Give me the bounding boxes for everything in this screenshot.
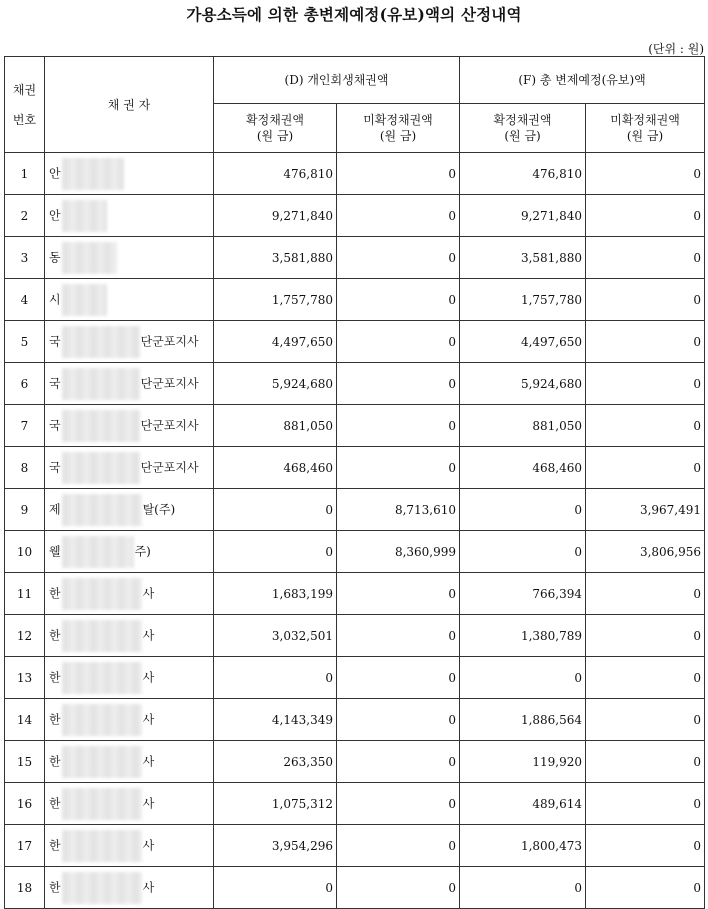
table-row xyxy=(5,153,705,195)
creditor-name xyxy=(45,489,214,531)
redaction-mosaic xyxy=(62,578,142,610)
creditor-name xyxy=(45,825,214,867)
creditor-name-prefix: 한 xyxy=(49,880,61,894)
creditor-name-suffix: 사 xyxy=(142,586,155,600)
redaction-mosaic xyxy=(62,200,107,232)
creditor-name xyxy=(45,447,214,489)
f-unconfirmed-amount: 0 xyxy=(586,321,705,363)
d-unconfirmed-amount: 0 xyxy=(337,615,460,657)
d-unconfirmed-amount: 0 xyxy=(337,657,460,699)
creditor-name xyxy=(45,615,214,657)
f-confirmed-amount: 9,271,840 xyxy=(460,195,586,237)
creditor-name-prefix: 국 xyxy=(49,460,61,474)
creditor-name-suffix: 단군포지사 xyxy=(140,376,199,390)
table-row xyxy=(5,237,705,279)
f-confirmed-amount: 468,460 xyxy=(460,447,586,489)
d-confirmed-amount: 468,460 xyxy=(214,447,337,489)
f-confirmed-amount: 489,614 xyxy=(460,783,586,825)
creditor-name-suffix: 단군포지사 xyxy=(140,460,199,474)
creditor-no: 10 xyxy=(5,531,45,573)
f-confirmed-amount: 1,800,473 xyxy=(460,825,586,867)
redaction-mosaic xyxy=(62,872,142,904)
creditor-name-suffix: 탈(주) xyxy=(142,502,176,516)
f-confirmed-amount: 476,810 xyxy=(460,153,586,195)
redaction-mosaic xyxy=(62,788,142,820)
f-confirmed-amount: 119,920 xyxy=(460,741,586,783)
creditor-name xyxy=(45,279,214,321)
f-unconfirmed-amount: 0 xyxy=(586,699,705,741)
f-unconfirmed-amount: 0 xyxy=(586,279,705,321)
f-unconfirmed-amount: 0 xyxy=(586,657,705,699)
f-unconfirmed-amount: 0 xyxy=(586,783,705,825)
table-row xyxy=(5,195,705,237)
d-confirmed-amount: 1,075,312 xyxy=(214,783,337,825)
f-confirmed-amount: 881,050 xyxy=(460,405,586,447)
creditor-name-prefix: 웰 xyxy=(49,544,61,558)
creditor-name-prefix: 제 xyxy=(49,502,61,516)
d-unconfirmed-amount: 8,713,610 xyxy=(337,489,460,531)
redaction-mosaic xyxy=(62,704,142,736)
f-confirmed-amount: 0 xyxy=(460,657,586,699)
redaction-mosaic xyxy=(62,746,142,778)
f-confirmed-amount: 1,757,780 xyxy=(460,279,586,321)
d-confirmed-amount: 3,954,296 xyxy=(214,825,337,867)
f-unconfirmed-amount: 0 xyxy=(586,195,705,237)
redaction-mosaic xyxy=(62,410,140,442)
table-row xyxy=(5,279,705,321)
f-unconfirmed-amount: 0 xyxy=(586,573,705,615)
creditor-name-suffix: 사 xyxy=(142,670,155,684)
redaction-mosaic xyxy=(62,284,107,316)
d-unconfirmed-amount: 0 xyxy=(337,237,460,279)
creditor-no: 14 xyxy=(5,699,45,741)
f-unconfirmed-amount: 0 xyxy=(586,237,705,279)
f-confirmed-amount: 3,581,880 xyxy=(460,237,586,279)
table-row xyxy=(5,699,705,741)
d-unconfirmed-amount: 0 xyxy=(337,783,460,825)
creditor-no: 7 xyxy=(5,405,45,447)
redaction-mosaic xyxy=(62,242,117,274)
creditor-no: 18 xyxy=(5,867,45,909)
d-confirmed-amount: 5,924,680 xyxy=(214,363,337,405)
creditor-no: 9 xyxy=(5,489,45,531)
f-unconfirmed-amount: 0 xyxy=(586,447,705,489)
creditor-name xyxy=(45,531,214,573)
f-unconfirmed-amount: 0 xyxy=(586,867,705,909)
f-unconfirmed-amount: 0 xyxy=(586,615,705,657)
creditor-name xyxy=(45,195,214,237)
d-confirmed-amount: 4,143,349 xyxy=(214,699,337,741)
f-unconfirmed-amount: 3,806,956 xyxy=(586,531,705,573)
creditor-no: 2 xyxy=(5,195,45,237)
creditor-name xyxy=(45,153,214,195)
f-confirmed-amount: 1,886,564 xyxy=(460,699,586,741)
creditor-name-prefix: 국 xyxy=(49,334,61,348)
creditor-name-suffix: 사 xyxy=(142,754,155,768)
table-row xyxy=(5,657,705,699)
redaction-mosaic xyxy=(62,452,140,484)
d-unconfirmed-amount: 0 xyxy=(337,195,460,237)
creditor-name-prefix: 한 xyxy=(49,628,61,642)
f-unconfirmed-amount: 3,967,491 xyxy=(586,489,705,531)
creditor-name-prefix: 국 xyxy=(49,376,61,390)
d-confirmed-amount: 3,581,880 xyxy=(214,237,337,279)
table-row xyxy=(5,489,705,531)
creditor-name-prefix: 한 xyxy=(49,586,61,600)
creditor-name-prefix: 국 xyxy=(49,418,61,432)
d-unconfirmed-amount: 0 xyxy=(337,321,460,363)
d-confirmed-amount: 0 xyxy=(214,489,337,531)
d-confirmed-amount: 4,497,650 xyxy=(214,321,337,363)
creditor-name-prefix: 한 xyxy=(49,796,61,810)
creditor-name xyxy=(45,741,214,783)
creditor-no: 17 xyxy=(5,825,45,867)
creditor-name xyxy=(45,363,214,405)
f-confirmed-amount: 0 xyxy=(460,867,586,909)
d-confirmed-amount: 1,757,780 xyxy=(214,279,337,321)
d-unconfirmed-amount: 0 xyxy=(337,279,460,321)
f-unconfirmed-amount: 0 xyxy=(586,741,705,783)
d-unconfirmed-amount: 0 xyxy=(337,153,460,195)
f-confirmed-amount: 5,924,680 xyxy=(460,363,586,405)
creditor-name-prefix: 동 xyxy=(49,250,61,264)
f-confirmed-amount: 0 xyxy=(460,531,586,573)
d-confirmed-amount: 476,810 xyxy=(214,153,337,195)
table-row xyxy=(5,405,705,447)
table-row xyxy=(5,741,705,783)
creditor-name xyxy=(45,783,214,825)
creditor-name-suffix: 주) xyxy=(134,544,151,558)
d-confirmed-amount: 3,032,501 xyxy=(214,615,337,657)
creditor-no: 4 xyxy=(5,279,45,321)
d-unconfirmed-amount: 8,360,999 xyxy=(337,531,460,573)
creditor-name-suffix: 사 xyxy=(142,838,155,852)
redaction-mosaic xyxy=(62,620,142,652)
d-confirmed-amount: 0 xyxy=(214,657,337,699)
f-unconfirmed-amount: 0 xyxy=(586,153,705,195)
creditor-name-suffix: 사 xyxy=(142,880,155,894)
creditor-no: 16 xyxy=(5,783,45,825)
creditor-name-prefix: 한 xyxy=(49,754,61,768)
d-confirmed-amount: 1,683,199 xyxy=(214,573,337,615)
creditor-name xyxy=(45,699,214,741)
d-unconfirmed-amount: 0 xyxy=(337,363,460,405)
header-group-f: (F) 총 변제예정(유보)액 xyxy=(460,57,705,104)
creditor-name-suffix: 단군포지사 xyxy=(140,334,199,348)
creditor-no: 6 xyxy=(5,363,45,405)
redaction-mosaic xyxy=(62,158,124,190)
table-row xyxy=(5,867,705,909)
creditor-name-prefix: 한 xyxy=(49,670,61,684)
d-unconfirmed-amount: 0 xyxy=(337,699,460,741)
table-row xyxy=(5,615,705,657)
f-confirmed-amount: 0 xyxy=(460,489,586,531)
creditor-name-prefix: 안 xyxy=(49,208,61,222)
header-creditor: 채 권 자 xyxy=(45,57,214,153)
table-row xyxy=(5,825,705,867)
d-unconfirmed-amount: 0 xyxy=(337,447,460,489)
f-unconfirmed-amount: 0 xyxy=(586,825,705,867)
d-confirmed-amount: 0 xyxy=(214,867,337,909)
header-d-confirmed: 확정채권액 (원 금) xyxy=(214,104,337,153)
creditor-name-prefix: 안 xyxy=(49,166,61,180)
d-unconfirmed-amount: 0 xyxy=(337,741,460,783)
d-confirmed-amount: 263,350 xyxy=(214,741,337,783)
creditor-name xyxy=(45,321,214,363)
header-group-d: (D) 개인회생채권액 xyxy=(214,57,460,104)
creditor-no: 13 xyxy=(5,657,45,699)
table-row xyxy=(5,363,705,405)
creditor-name xyxy=(45,405,214,447)
creditor-no: 8 xyxy=(5,447,45,489)
f-unconfirmed-amount: 0 xyxy=(586,405,705,447)
creditor-table xyxy=(4,56,705,909)
table-row xyxy=(5,783,705,825)
table-row xyxy=(5,447,705,489)
creditor-no: 1 xyxy=(5,153,45,195)
creditor-no: 12 xyxy=(5,615,45,657)
creditor-name xyxy=(45,237,214,279)
d-confirmed-amount: 9,271,840 xyxy=(214,195,337,237)
d-confirmed-amount: 0 xyxy=(214,531,337,573)
f-confirmed-amount: 766,394 xyxy=(460,573,586,615)
header-creditor-no: 채권 번호 xyxy=(5,57,45,153)
creditor-name-prefix: 한 xyxy=(49,838,61,852)
header-f-unconfirmed: 미확정채권액 (원 금) xyxy=(586,104,705,153)
creditor-no: 5 xyxy=(5,321,45,363)
f-confirmed-amount: 1,380,789 xyxy=(460,615,586,657)
unit-label: (단위 : 원) xyxy=(648,42,704,56)
redaction-mosaic xyxy=(62,830,142,862)
page-title: 가용소득에 의한 총변제예정(유보)액의 산정내역 xyxy=(186,5,522,24)
creditor-name xyxy=(45,867,214,909)
table-row xyxy=(5,531,705,573)
d-unconfirmed-amount: 0 xyxy=(337,573,460,615)
creditor-no: 15 xyxy=(5,741,45,783)
d-unconfirmed-amount: 0 xyxy=(337,867,460,909)
creditor-name-prefix: 시 xyxy=(49,292,61,306)
creditor-name-prefix: 한 xyxy=(49,712,61,726)
creditor-no: 11 xyxy=(5,573,45,615)
creditor-name xyxy=(45,657,214,699)
creditor-name-suffix: 사 xyxy=(142,796,155,810)
table-body xyxy=(5,153,705,909)
f-unconfirmed-amount: 0 xyxy=(586,363,705,405)
creditor-name-suffix: 단군포지사 xyxy=(140,418,199,432)
table-row xyxy=(5,573,705,615)
redaction-mosaic xyxy=(62,662,142,694)
creditor-name-suffix: 사 xyxy=(142,712,155,726)
redaction-mosaic xyxy=(62,536,134,568)
d-confirmed-amount: 881,050 xyxy=(214,405,337,447)
header-d-unconfirmed: 미확정채권액 (원 금) xyxy=(337,104,460,153)
f-confirmed-amount: 4,497,650 xyxy=(460,321,586,363)
d-unconfirmed-amount: 0 xyxy=(337,825,460,867)
redaction-mosaic xyxy=(62,326,140,358)
redaction-mosaic xyxy=(62,368,140,400)
header-f-confirmed: 확정채권액 (원 금) xyxy=(460,104,586,153)
creditor-no: 3 xyxy=(5,237,45,279)
table-row xyxy=(5,321,705,363)
d-unconfirmed-amount: 0 xyxy=(337,405,460,447)
creditor-name-suffix: 사 xyxy=(142,628,155,642)
creditor-name xyxy=(45,573,214,615)
redaction-mosaic xyxy=(62,494,142,526)
